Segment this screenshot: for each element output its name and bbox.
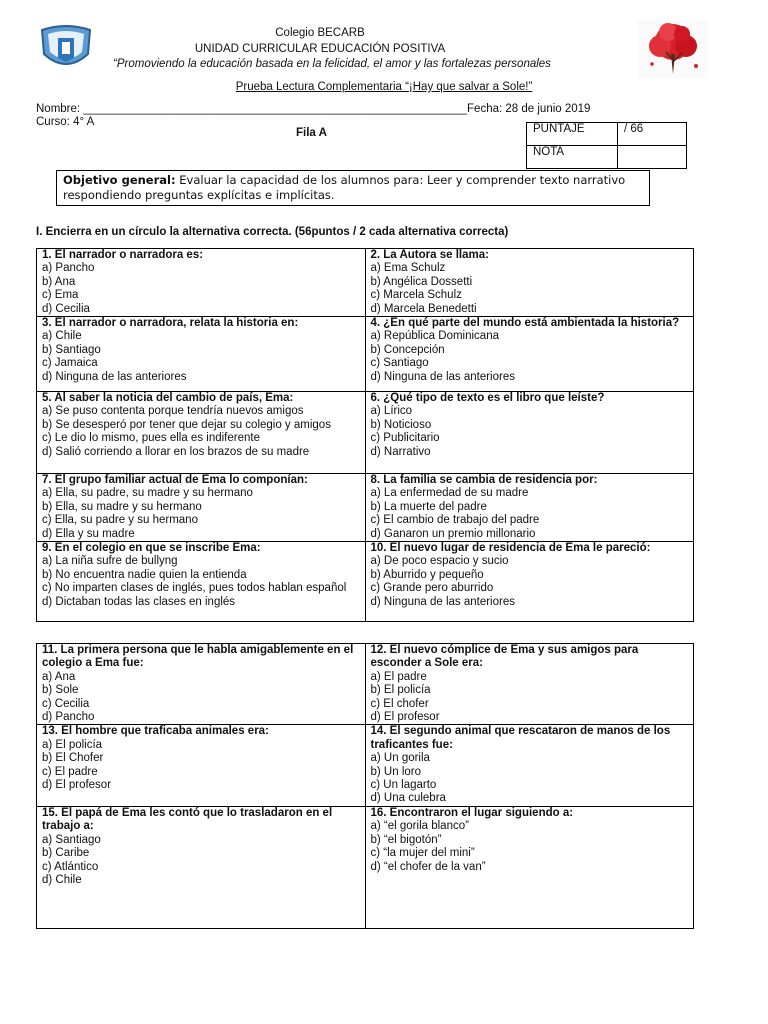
- instruction: I. Encierra en un círculo la alternativa correcta. (56puntos / 2 cada alternativa correcta): [36, 226, 509, 238]
- option[interactable]: a) Lírico: [370, 405, 413, 418]
- option[interactable]: b) “el bigotón”: [370, 833, 442, 846]
- option[interactable]: b) Santiago: [42, 343, 101, 356]
- option[interactable]: c) El cambio de trabajo del padre: [370, 514, 540, 527]
- option[interactable]: b) Angélica Dossetti: [370, 275, 473, 288]
- test-title: Prueba Lectura Complementaria “¡Hay que salvar a Sole!”: [235, 81, 533, 93]
- option[interactable]: a) Ana: [42, 670, 76, 683]
- option[interactable]: d) Ella y su madre: [42, 527, 135, 540]
- objective-label: Objetivo general:: [63, 173, 176, 187]
- question-text: 14. El segundo animal que rescataron de manos de los traficantes fue:: [370, 725, 671, 751]
- option[interactable]: d) Ninguna de las anteriores: [370, 595, 515, 608]
- option[interactable]: a) Se puso contenta porque tendría nuevos amigos: [42, 405, 304, 418]
- option[interactable]: b) Se desesperó por tener que dejar su colegio y amigos: [42, 418, 331, 431]
- option[interactable]: a) El padre: [370, 670, 427, 683]
- question-cell: [365, 644, 694, 725]
- option[interactable]: c) No imparten clases de inglés, pues todos hablan español: [42, 582, 347, 595]
- school-motto: “Promoviendo la educación basada en la felicidad, el amor y las fortalezas personales: [113, 58, 551, 70]
- option[interactable]: b) El policía: [370, 684, 431, 697]
- nota-label: NOTA: [527, 146, 618, 169]
- option[interactable]: d) El profesor: [42, 779, 112, 792]
- question-cell: [365, 542, 694, 622]
- option[interactable]: d) “el chofer de la van”: [370, 860, 486, 873]
- option[interactable]: a) Un gorila: [370, 752, 430, 765]
- question-cell: [37, 317, 366, 392]
- option[interactable]: c) Santiago: [370, 357, 429, 370]
- option[interactable]: b) El Chofer: [42, 752, 104, 765]
- option[interactable]: c) Ema: [42, 289, 79, 302]
- question-text: 1. El narrador o narradora es:: [42, 249, 204, 261]
- option[interactable]: d) Salió corriendo a llorar en los brazos de su madre: [42, 445, 310, 458]
- question-cell: [37, 725, 366, 806]
- question-text: 12. El nuevo cómplice de Ema y sus amigos para esconder a Sole era:: [370, 644, 639, 670]
- option[interactable]: a) “el gorila blanco”: [370, 820, 469, 833]
- option[interactable]: c) Publicitario: [370, 432, 440, 445]
- question-text: 4. ¿En qué parte del mundo está ambientada la historia?: [370, 317, 680, 330]
- objective-box: [56, 170, 650, 206]
- question-cell: [37, 644, 366, 725]
- option[interactable]: d) Cecilia: [42, 302, 90, 315]
- option[interactable]: c) Le dio lo mismo, pues ella es indiferente: [42, 432, 260, 445]
- option[interactable]: a) Pancho: [42, 262, 95, 275]
- option[interactable]: b) Aburrido y pequeño: [370, 568, 484, 581]
- option[interactable]: c) Cecilia: [42, 697, 90, 710]
- option[interactable]: a) Santiago: [42, 833, 101, 846]
- option[interactable]: d) Ganaron un premio millonario: [370, 527, 536, 540]
- question-cell: [365, 806, 694, 928]
- option[interactable]: d) El profesor: [370, 711, 440, 724]
- option[interactable]: d) Una culebra: [370, 792, 446, 805]
- option[interactable]: b) La muerte del padre: [370, 500, 487, 513]
- option[interactable]: a) De poco espacio y sucio: [370, 555, 509, 568]
- question-text: 8. La familia se cambia de residencia por:: [370, 474, 598, 487]
- option[interactable]: c) El chofer: [370, 697, 429, 710]
- question-text: 13. El hombre que traficaba animales era:: [42, 725, 269, 738]
- question-text: 2. La Autora se llama:: [370, 249, 489, 261]
- school-name: Colegio BECARB: [275, 27, 365, 39]
- puntaje-value: / 66: [618, 123, 687, 146]
- question-text: 15. El papá de Ema les contó que lo trasladaron en el trabajo a:: [42, 806, 333, 833]
- option[interactable]: a) Chile: [42, 330, 82, 343]
- question-text: 9. En el colegio en que se inscribe Ema:: [42, 542, 261, 555]
- option[interactable]: b) Noticioso: [370, 418, 432, 431]
- question-cell: [365, 249, 694, 317]
- option[interactable]: a) La niña sufre de bullyng: [42, 555, 178, 568]
- questions-table-1: [36, 248, 694, 622]
- row-label: Fila A: [296, 127, 327, 139]
- option[interactable]: a) La enfermedad de su madre: [370, 487, 529, 500]
- option[interactable]: c) Atlántico: [42, 860, 99, 873]
- question-text: 3. El narrador o narradora, relata la historia en:: [42, 317, 299, 330]
- question-text: 11. La primera persona que le habla amigablemente en el colegio a Ema fue:: [42, 644, 354, 670]
- curricular-unit: UNIDAD CURRICULAR EDUCACIÓN POSITIVA: [194, 43, 446, 55]
- option[interactable]: c) Un lagarto: [370, 779, 437, 792]
- question-cell: [37, 249, 366, 317]
- score-table: [526, 122, 687, 169]
- question-text: 5. Al saber la noticia del cambio de país, Ema:: [42, 392, 294, 405]
- objective-text: Evaluar la capacidad de los alumnos para: Leer y comprender texto narrativo respondiendo preguntas explícitas e implícitas.: [63, 173, 626, 202]
- option[interactable]: d) Dictaban todas las clases en inglés: [42, 595, 236, 608]
- question-text: 10. El nuevo lugar de residencia de Ema le pareció:: [370, 542, 651, 555]
- option[interactable]: a) República Dominicana: [370, 330, 499, 343]
- option[interactable]: a) Ella, su padre, su madre y su hermano: [42, 487, 253, 500]
- question-cell: [365, 317, 694, 392]
- option[interactable]: b) Ella, su madre y su hermano: [42, 500, 202, 513]
- option[interactable]: c) “la mujer del mini”: [370, 847, 475, 860]
- option[interactable]: b) Ana: [42, 275, 76, 288]
- nota-value: [618, 146, 687, 169]
- question-cell: [37, 474, 366, 542]
- option[interactable]: b) Sole: [42, 684, 79, 697]
- question-cell: [37, 392, 366, 474]
- question-text: 6. ¿Qué tipo de texto es el libro que leíste?: [370, 392, 605, 405]
- option[interactable]: b) Caribe: [42, 847, 90, 860]
- option[interactable]: c) El padre: [42, 765, 98, 778]
- name-date-line: Nombre: ____________________________________________________________Fecha: 28 de junio 2019: [36, 103, 591, 115]
- question-text: 16. Encontraron el lugar siguiendo a:: [370, 806, 574, 819]
- option[interactable]: b) Un loro: [370, 765, 421, 778]
- option[interactable]: b) No encuentra nadie quien la entienda: [42, 568, 247, 581]
- question-cell: [365, 725, 694, 806]
- option[interactable]: d) Ninguna de las anteriores: [42, 370, 187, 383]
- option[interactable]: c) Ella, su padre y su hermano: [42, 514, 198, 527]
- option[interactable]: a) El policía: [42, 738, 103, 751]
- option[interactable]: d) Ninguna de las anteriores: [370, 370, 515, 383]
- option[interactable]: a) Ema Schulz: [370, 262, 446, 275]
- question-cell: [37, 542, 366, 622]
- question-cell: [365, 474, 694, 542]
- option[interactable]: c) Jamaica: [42, 357, 98, 370]
- option[interactable]: d) Marcela Benedetti: [370, 302, 477, 315]
- question-text: 7. El grupo familiar actual de Ema lo componían:: [42, 474, 308, 487]
- option[interactable]: b) Concepción: [370, 343, 445, 356]
- option[interactable]: d) Narrativo: [370, 445, 431, 458]
- puntaje-label: PUNTAJE: [527, 123, 618, 146]
- question-cell: [365, 392, 694, 474]
- option[interactable]: c) Grande pero aburrido: [370, 582, 494, 595]
- questions-table-2: [36, 643, 694, 929]
- option[interactable]: c) Marcela Schulz: [370, 289, 462, 302]
- option[interactable]: d) Pancho: [42, 711, 95, 724]
- option[interactable]: d) Chile: [42, 873, 82, 886]
- course-label: Curso: 4° A: [36, 116, 95, 128]
- question-cell: [37, 806, 366, 928]
